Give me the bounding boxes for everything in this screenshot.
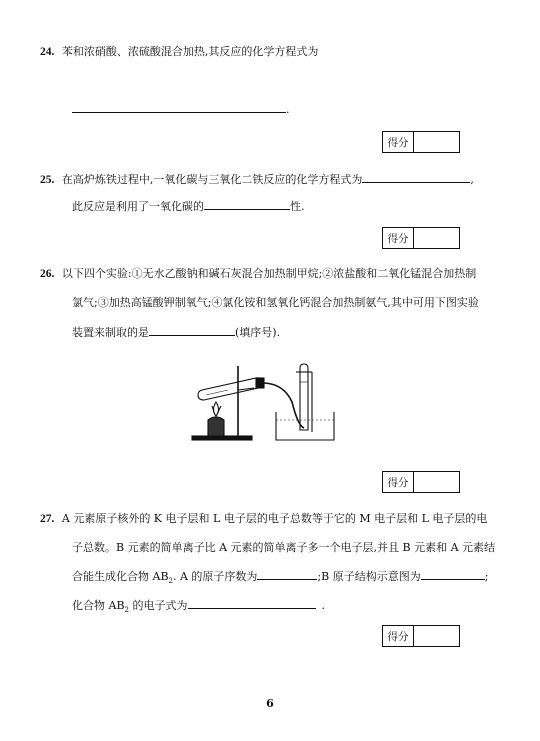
question-text: 此反应是利用了一氧化碳的 xyxy=(72,200,204,213)
score-box-26 xyxy=(382,471,460,493)
question-number: 25. xyxy=(40,174,55,186)
question-number: 24. xyxy=(40,46,55,58)
question-27-line3 xyxy=(72,569,488,588)
punctuation: . xyxy=(286,103,290,116)
question-text: 在高炉炼铁过程中,一氧化碳与三氧化二铁反应的化学方程式为 xyxy=(61,173,363,186)
question-text: 合能生成化合物 AB xyxy=(72,570,169,583)
question-text: 苯和浓硝酸、浓硫酸混合加热,其反应的化学方程式为 xyxy=(61,45,319,58)
question-26-line2 xyxy=(72,296,479,310)
flame xyxy=(214,402,219,416)
question-24 xyxy=(40,45,318,59)
score-label: 得分 xyxy=(383,132,414,152)
page-number: 6 xyxy=(266,697,274,710)
question-text: (填序号). xyxy=(235,326,281,339)
question-text: . A 的原子序数为 xyxy=(173,570,258,583)
question-number: 26. xyxy=(40,268,55,280)
question-27 xyxy=(40,512,487,526)
water-trough xyxy=(276,412,334,440)
question-text: A 元素原子核外的 K 电子层和 L 电子层的电子总数等于它的 M 电子层和 L 电子层的电 xyxy=(61,512,488,525)
score-field[interactable] xyxy=(414,472,459,492)
question-text: 以下四个实验:①无水乙酸钠和碱石灰混合加热制甲烷;②浓盐酸和二氧化锰混合加热制 xyxy=(61,267,477,280)
punctuation: ; xyxy=(484,570,489,583)
lab-apparatus-figure xyxy=(188,362,338,444)
subscript: 2 xyxy=(168,577,173,586)
question-text: 的电子式为 xyxy=(129,599,188,612)
question-25 xyxy=(40,172,474,187)
question-27-line2 xyxy=(72,541,495,555)
subscript: 2 xyxy=(124,606,129,615)
punctuation: . xyxy=(321,599,325,612)
score-field[interactable] xyxy=(414,228,459,248)
delivery-tube xyxy=(264,383,304,428)
question-27-line4 xyxy=(72,598,325,617)
answer-line-24 xyxy=(72,102,290,117)
punctuation: , xyxy=(470,173,474,186)
question-text: ;B 原子结构示意图为 xyxy=(317,570,421,583)
test-tube xyxy=(198,378,263,400)
score-box-25 xyxy=(382,227,460,249)
score-label: 得分 xyxy=(383,228,414,248)
question-text: 性. xyxy=(290,200,305,213)
score-label: 得分 xyxy=(383,472,414,492)
answer-blank[interactable] xyxy=(421,569,485,580)
stopper xyxy=(256,378,264,388)
answer-blank[interactable] xyxy=(362,172,470,183)
score-field[interactable] xyxy=(414,132,459,152)
answer-blank[interactable] xyxy=(72,102,286,113)
question-text: 化合物 AB xyxy=(72,599,125,612)
score-box-27 xyxy=(382,625,460,647)
stand-base xyxy=(192,436,252,440)
score-box-24 xyxy=(382,131,460,153)
question-text: 装置来制取的是 xyxy=(72,326,149,339)
question-text: 氯气;③加热高锰酸钾制氧气;④氯化铵和氢氧化钙混合加热制氨气,其中可用下图实验 xyxy=(72,296,479,309)
question-25-line2 xyxy=(72,199,305,214)
answer-blank[interactable] xyxy=(257,569,317,580)
answer-blank[interactable] xyxy=(204,199,290,210)
score-field[interactable] xyxy=(414,626,459,646)
score-label: 得分 xyxy=(383,626,414,646)
question-26-line3 xyxy=(72,325,280,340)
answer-blank[interactable] xyxy=(149,325,235,336)
alcohol-lamp xyxy=(208,417,224,436)
question-26 xyxy=(40,267,476,281)
question-number: 27. xyxy=(40,513,55,525)
question-text: 子总数。B 元素的简单离子比 A 元素的简单离子多一个电子层,并且 B 元素和 A 元素结 xyxy=(72,541,496,554)
answer-blank[interactable] xyxy=(188,598,316,609)
